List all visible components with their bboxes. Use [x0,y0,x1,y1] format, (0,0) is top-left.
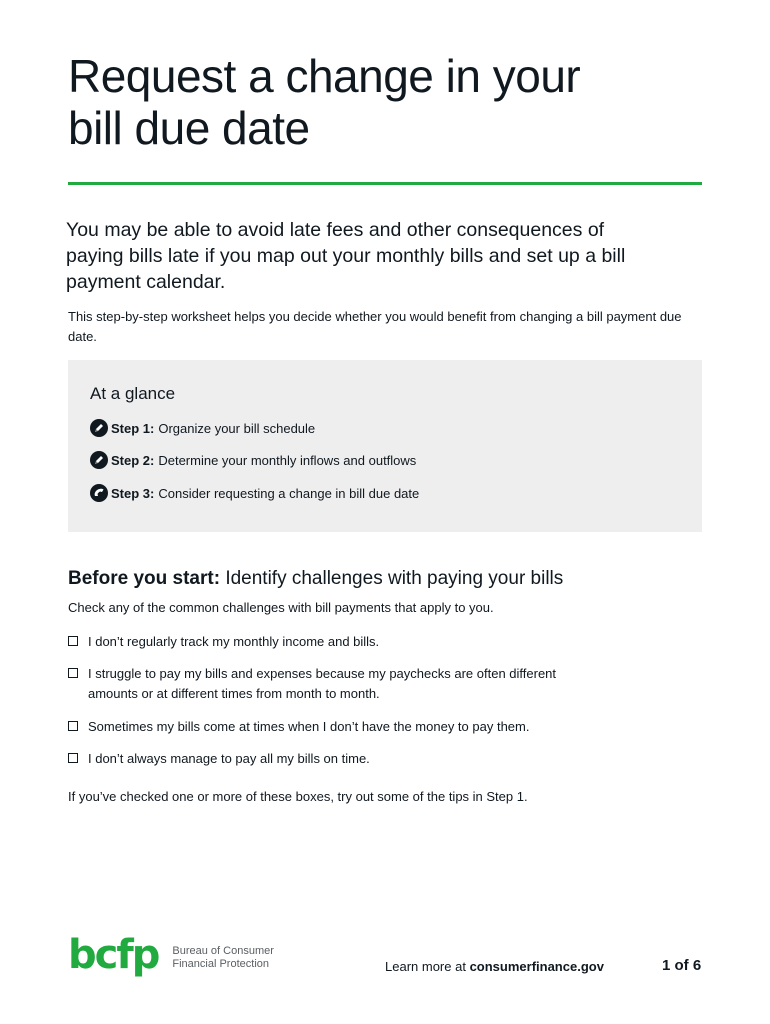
logo-line-2: Financial Protection [172,958,269,970]
glance-step-3 [90,484,419,502]
checklist-intro: Check any of the common challenges with bill payments that apply to you. [68,600,494,615]
learn-more-prefix: Learn more at [385,959,466,974]
step-text: Organize your bill schedule [158,420,316,436]
step-text: Consider requesting a change in bill due date [158,485,420,501]
bcfp-logo-text [172,945,274,971]
checklist-item-4[interactable] [68,749,628,769]
logo-line-1: Bureau of Consumer [172,945,274,957]
before-heading-bold: Before you start: [68,568,221,589]
checkbox[interactable] [68,668,78,678]
page-number: 1 of 6 [662,957,702,974]
lead-paragraph: You may be able to avoid late fees and other consequences of paying bills late if you map out your monthly bills and set up a bill payment calendar. [66,219,626,293]
at-a-glance-panel [68,360,702,532]
outro-text: If you’ve checked one or more of these boxes, try out some of the tips in Step 1. [68,789,528,804]
before-you-start-heading [68,568,563,590]
checklist-text: I don’t always manage to pay all my bills on time. [88,751,370,766]
title-divider [68,182,702,185]
pencil-icon [90,451,108,469]
checklist-text: I don’t regularly track my monthly income and bills. [88,634,380,649]
checkbox[interactable] [68,721,78,731]
title-line-2: bill due date [68,102,310,154]
glance-step-2 [90,451,416,469]
bcfp-logo [68,934,274,976]
checklist-text: Sometimes my bills come at times when I don’t have the money to pay them. [88,719,530,734]
phone-icon [90,484,108,502]
checklist-item-2[interactable] [68,664,608,704]
step-text: Determine your monthly inflows and outflows [158,452,417,468]
step-label: Step 2: [111,452,155,468]
checklist-item-1[interactable] [68,632,628,652]
checklist-text: I struggle to pay my bills and expenses because my paychecks are often different amounts or at different times from month to month. [88,666,557,701]
footer-learn-more [385,959,604,974]
checkbox[interactable] [68,753,78,763]
bcfp-logo-mark: bcfp [68,932,159,978]
glance-step-1 [90,419,315,437]
intro-paragraph: This step-by-step worksheet helps you decide whether you would benefit from changing a bill payment due date. [68,309,682,344]
consumerfinance-link[interactable]: consumerfinance.gov [469,959,604,974]
pencil-icon [90,419,108,437]
page-title [68,50,708,154]
checkbox[interactable] [68,636,78,646]
step-label: Step 3: [111,485,155,501]
at-a-glance-title: At a glance [90,384,176,403]
title-line-1: Request a change in your [68,50,581,102]
before-heading-text: Identify challenges with paying your bills [225,568,564,589]
checklist-item-3[interactable] [68,717,628,737]
step-label: Step 1: [111,420,155,436]
